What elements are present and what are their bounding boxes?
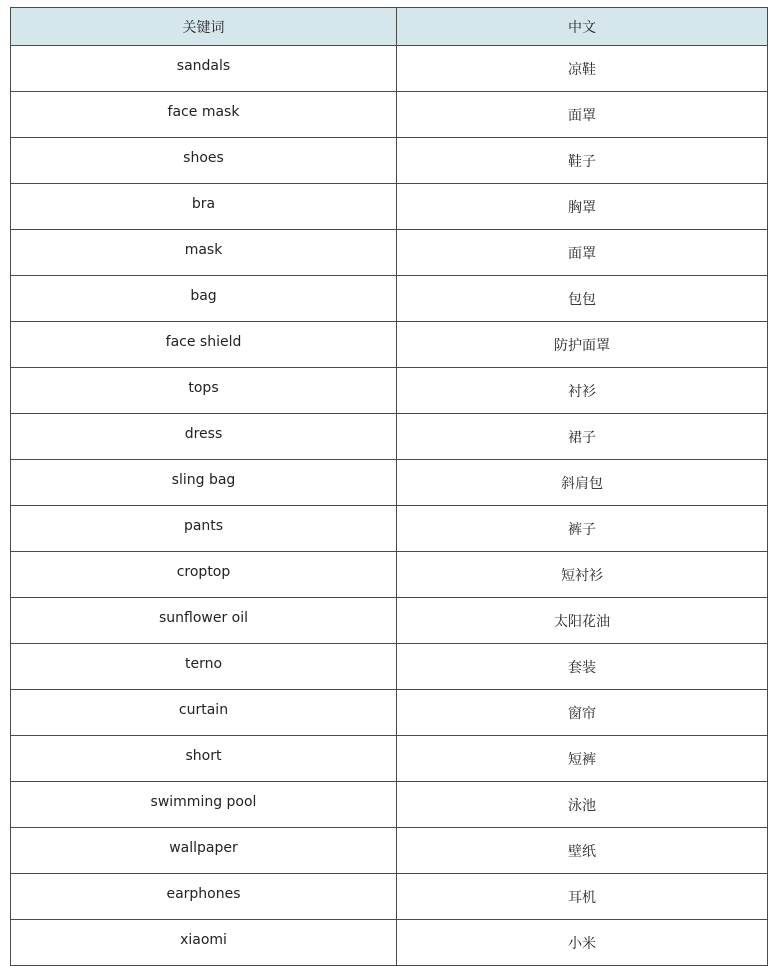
chinese-cell: 短衬衫 <box>397 552 768 598</box>
table-row <box>11 230 768 276</box>
table-row <box>11 782 768 828</box>
table-row <box>11 644 768 690</box>
header-chinese: 中文 <box>397 8 768 46</box>
chinese-cell: 裙子 <box>397 414 768 460</box>
table-row <box>11 552 768 598</box>
table-row <box>11 690 768 736</box>
keyword-cell: swimming pool <box>11 782 397 828</box>
chinese-cell: 窗帘 <box>397 690 768 736</box>
table-row <box>11 920 768 966</box>
chinese-cell: 太阳花油 <box>397 598 768 644</box>
chinese-cell: 衬衫 <box>397 368 768 414</box>
keyword-cell: face shield <box>11 322 397 368</box>
keyword-cell: earphones <box>11 874 397 920</box>
keyword-cell: terno <box>11 644 397 690</box>
chinese-cell: 泳池 <box>397 782 768 828</box>
chinese-cell: 面罩 <box>397 92 768 138</box>
keyword-cell: curtain <box>11 690 397 736</box>
chinese-cell: 耳机 <box>397 874 768 920</box>
keyword-translation-table <box>10 7 768 966</box>
chinese-cell: 胸罩 <box>397 184 768 230</box>
table-row <box>11 138 768 184</box>
header-keyword: 关键词 <box>11 8 397 46</box>
table-row <box>11 184 768 230</box>
keyword-cell: dress <box>11 414 397 460</box>
chinese-cell: 凉鞋 <box>397 46 768 92</box>
table-row <box>11 368 768 414</box>
chinese-cell: 面罩 <box>397 230 768 276</box>
keyword-cell: tops <box>11 368 397 414</box>
chinese-cell: 短裤 <box>397 736 768 782</box>
keyword-cell: mask <box>11 230 397 276</box>
table-row <box>11 736 768 782</box>
keyword-cell: shoes <box>11 138 397 184</box>
keyword-cell: bra <box>11 184 397 230</box>
table-row <box>11 92 768 138</box>
keyword-cell: croptop <box>11 552 397 598</box>
keyword-cell: xiaomi <box>11 920 397 966</box>
chinese-cell: 包包 <box>397 276 768 322</box>
chinese-cell: 壁纸 <box>397 828 768 874</box>
keyword-cell: bag <box>11 276 397 322</box>
keyword-cell: sunflower oil <box>11 598 397 644</box>
table-row <box>11 598 768 644</box>
table-row <box>11 322 768 368</box>
table-row <box>11 828 768 874</box>
keyword-cell: wallpaper <box>11 828 397 874</box>
table-header-row <box>11 8 768 46</box>
chinese-cell: 裤子 <box>397 506 768 552</box>
keyword-cell: short <box>11 736 397 782</box>
chinese-cell: 斜肩包 <box>397 460 768 506</box>
table-row <box>11 46 768 92</box>
chinese-cell: 小米 <box>397 920 768 966</box>
keyword-cell: pants <box>11 506 397 552</box>
table-body <box>11 46 768 966</box>
table-row <box>11 460 768 506</box>
chinese-cell: 防护面罩 <box>397 322 768 368</box>
keyword-cell: sling bag <box>11 460 397 506</box>
keyword-table-container <box>10 7 767 966</box>
table-row <box>11 414 768 460</box>
keyword-cell: sandals <box>11 46 397 92</box>
table-row <box>11 506 768 552</box>
chinese-cell: 鞋子 <box>397 138 768 184</box>
chinese-cell: 套装 <box>397 644 768 690</box>
table-row <box>11 874 768 920</box>
keyword-cell: face mask <box>11 92 397 138</box>
table-row <box>11 276 768 322</box>
